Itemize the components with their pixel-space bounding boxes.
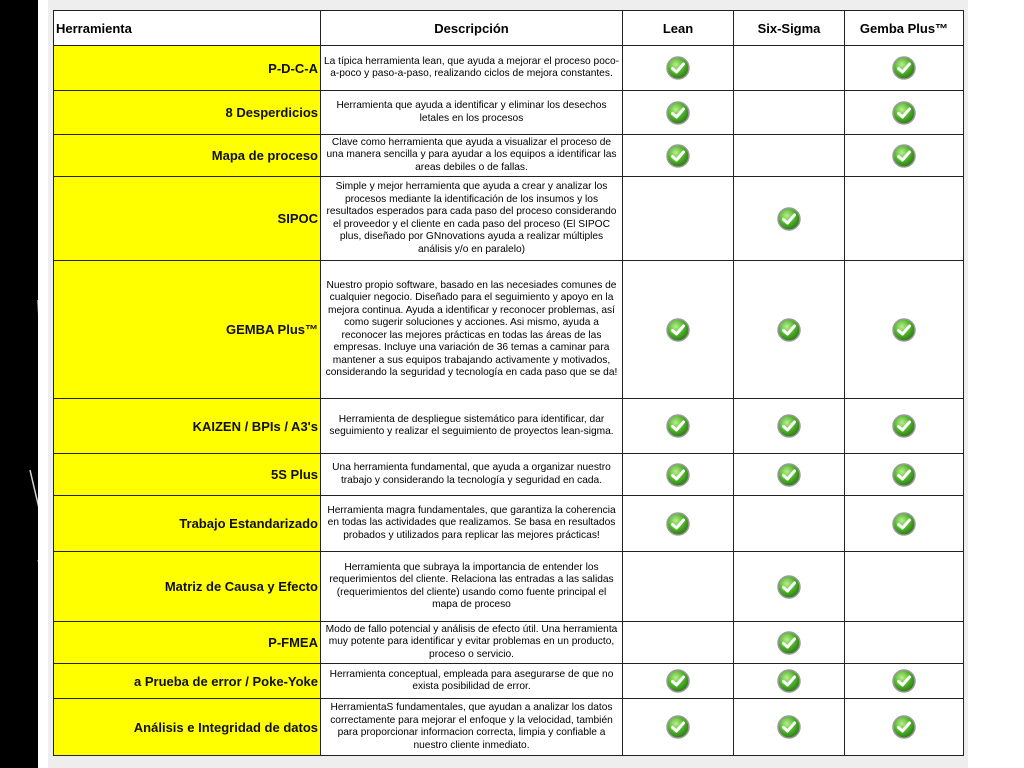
header-descripcion: Descripción <box>321 11 623 46</box>
check-circle-icon <box>665 515 691 532</box>
check-circle-icon <box>891 515 917 532</box>
six-sigma-cell <box>734 177 845 261</box>
tool-name-cell: SIPOC <box>54 177 321 261</box>
six-sigma-cell <box>734 135 845 177</box>
description-cell: Herramienta conceptual, empleada para asegurarse de que no exista posibilidad de error. <box>321 664 623 699</box>
tool-name-cell: GEMBA Plus™ <box>54 261 321 399</box>
check-circle-icon <box>891 417 917 434</box>
six-sigma-cell <box>734 399 845 454</box>
check-circle-icon <box>665 59 691 76</box>
table-row-analisis-e-integridad-de-datos <box>54 699 964 756</box>
gemba-plus-cell <box>845 177 964 261</box>
check-circle-icon <box>891 321 917 338</box>
lean-cell <box>623 699 734 756</box>
six-sigma-cell <box>734 454 845 496</box>
description-cell: Herramienta que subraya la importancia de entender los requerimientos del cliente. Relaciona las entradas a las salidas (requerimientos del cliente) usando como fuente principal el mapa de proceso <box>321 552 623 622</box>
lean-cell <box>623 496 734 552</box>
table-row-kaizen-bpis-a3-s <box>54 399 964 454</box>
check-circle-icon <box>776 417 802 434</box>
gemba-plus-cell <box>845 496 964 552</box>
check-circle-icon <box>665 672 691 689</box>
check-circle-icon <box>891 59 917 76</box>
tool-name-cell: 5S Plus <box>54 454 321 496</box>
gemba-plus-cell <box>845 552 964 622</box>
gemba-plus-cell <box>845 664 964 699</box>
lean-cell <box>623 261 734 399</box>
description-cell: Modo de fallo potencial y análisis de efecto útil. Una herramienta muy potente para identificar y evitar problemas en un producto, proceso o servicio. <box>321 622 623 664</box>
gemba-plus-cell <box>845 454 964 496</box>
tool-name-cell: Mapa de proceso <box>54 135 321 177</box>
six-sigma-cell <box>734 664 845 699</box>
lean-cell <box>623 46 734 91</box>
lean-cell <box>623 622 734 664</box>
description-cell: Herramienta magra fundamentales, que garantiza la coherencia en todas las actividades que realizamos. Se basa en resultados probados y utilizados para replicar las mejores prácticas! <box>321 496 623 552</box>
left-black-bar <box>0 0 38 768</box>
table-row-p-fmea <box>54 622 964 664</box>
description-cell: Nuestro propio software, basado en las necesiades comunes de cualquier negocio. Diseñado para el seguimiento y apoyo en la mejora continua. Ayuda a identificar y reconocer problemas, así como sugerir soluciones y acciones. Asi mismo, ayuda a reconocer las mejores prácticas en todas las áreas de las empresas. Incluye una variación de 36 temas a caminar para mantener a sus equipos trabajando activamente y motivados, considerando la seguridad y tecnología en cada paso que se da! <box>321 261 623 399</box>
lean-cell <box>623 399 734 454</box>
description-cell: Una herramienta fundamental, que ayuda a organizar nuestro trabajo y considerando la tecnología y seguridad en cada. <box>321 454 623 496</box>
check-circle-icon <box>891 672 917 689</box>
check-circle-icon <box>665 321 691 338</box>
check-circle-icon <box>776 466 802 483</box>
gemba-plus-cell <box>845 622 964 664</box>
check-circle-icon <box>665 417 691 434</box>
lean-cell <box>623 454 734 496</box>
check-circle-icon <box>891 466 917 483</box>
check-circle-icon <box>776 578 802 595</box>
lean-cell <box>623 177 734 261</box>
gemba-plus-cell <box>845 135 964 177</box>
tool-name-cell: Análisis e Integridad de datos <box>54 699 321 756</box>
table-row-trabajo-estandarizado <box>54 496 964 552</box>
check-circle-icon <box>776 321 802 338</box>
description-cell: La típica herramienta lean, que ayuda a mejorar el proceso poco-a-poco y paso-a-paso, realizando ciclos de mejora constantes. <box>321 46 623 91</box>
description-cell: Herramienta que ayuda a identificar y eliminar los desechos letales en los procesos <box>321 91 623 135</box>
table-row-a-prueba-de-error-poke-yoke <box>54 664 964 699</box>
tool-name-cell: P-FMEA <box>54 622 321 664</box>
tools-comparison-table <box>53 10 964 756</box>
tool-name-cell: P-D-C-A <box>54 46 321 91</box>
lean-cell <box>623 552 734 622</box>
six-sigma-cell <box>734 46 845 91</box>
tool-name-cell: Matriz de Causa y Efecto <box>54 552 321 622</box>
gemba-plus-cell <box>845 46 964 91</box>
header-gemba-plus: Gemba Plus™ <box>845 11 964 46</box>
check-circle-icon <box>891 104 917 121</box>
table-row-mapa-de-proceso <box>54 135 964 177</box>
table-row-8-desperdicios <box>54 91 964 135</box>
lean-cell <box>623 135 734 177</box>
header-herramienta: Herramienta <box>54 11 321 46</box>
six-sigma-cell <box>734 91 845 135</box>
check-circle-icon <box>776 672 802 689</box>
lean-cell <box>623 664 734 699</box>
check-circle-icon <box>776 210 802 227</box>
description-cell: Simple y mejor herramienta que ayuda a crear y analizar los procesos mediante la identificación de los insumos y los resultados esperados para cada paso del proceso considerando el proveedor y el cliente en cada paso del proceso (El SIPOC plus, diseñado por GNnovations ayuda a realizar múltiples análisis y/o en paralelo) <box>321 177 623 261</box>
check-circle-icon <box>665 147 691 164</box>
description-cell: Clave como herramienta que ayuda a visualizar el proceso de una manera sencilla y para ayudar a los equipos a identificar las areas debiles o de fallas. <box>321 135 623 177</box>
table-row-p-d-c-a <box>54 46 964 91</box>
tool-name-cell: Trabajo Estandarizado <box>54 496 321 552</box>
table-row-sipoc <box>54 177 964 261</box>
tool-name-cell: KAIZEN / BPIs / A3's <box>54 399 321 454</box>
header-lean: Lean <box>623 11 734 46</box>
six-sigma-cell <box>734 699 845 756</box>
table-row-gemba-plus <box>54 261 964 399</box>
check-circle-icon <box>891 147 917 164</box>
tool-name-cell: a Prueba de error / Poke-Yoke <box>54 664 321 699</box>
description-cell: Herramienta de despliegue sistemático para identificar, dar seguimiento y realizar el seguimiento de proyectos lean-sigma. <box>321 399 623 454</box>
description-cell: HerramientaS fundamentales, que ayudan a analizar los datos correctamente para mejorar el enfoque y la velocidad, también para proporcionar informacion correcta, limpia y confiable a nuestro cliente inmediato. <box>321 699 623 756</box>
six-sigma-cell <box>734 622 845 664</box>
table-row-5s-plus <box>54 454 964 496</box>
gemba-plus-cell <box>845 699 964 756</box>
check-circle-icon <box>891 718 917 735</box>
six-sigma-cell <box>734 552 845 622</box>
check-circle-icon <box>776 634 802 651</box>
gemba-plus-cell <box>845 399 964 454</box>
six-sigma-cell <box>734 496 845 552</box>
six-sigma-cell <box>734 261 845 399</box>
header-row <box>54 11 964 46</box>
check-circle-icon <box>665 466 691 483</box>
lean-cell <box>623 91 734 135</box>
check-circle-icon <box>665 104 691 121</box>
check-circle-icon <box>665 718 691 735</box>
gemba-plus-cell <box>845 91 964 135</box>
header-six-sigma: Six-Sigma <box>734 11 845 46</box>
table-row-matriz-de-causa-y-efecto <box>54 552 964 622</box>
tool-name-cell: 8 Desperdicios <box>54 91 321 135</box>
gemba-plus-cell <box>845 261 964 399</box>
check-circle-icon <box>776 718 802 735</box>
